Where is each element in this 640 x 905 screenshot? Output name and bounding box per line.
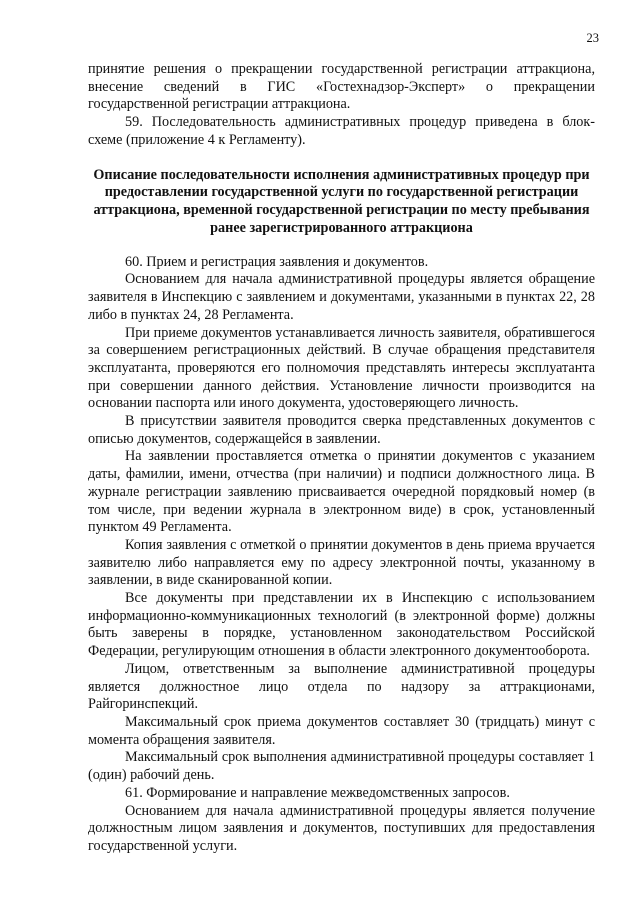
document-body (88, 61, 595, 856)
paragraph-max-reception-time: Максимальный срок приема документов составляет 30 (тридцать) минут с момента обращения заявителя. (88, 713, 595, 748)
paragraph-continuation: принятие решения о прекращении государственной регистрации аттракциона, внесение сведений в ГИС «Гостехнадзор-Эксперт» о прекращении государственной регистрации аттракциона. (88, 61, 595, 113)
section-heading: Описание последовательности исполнения административных процедур при предоставлении государственной услуги по государственной регистрации аттракциона, временной государственной регистрации по месту пребывания ранее зарегистрированного аттракциона (93, 166, 590, 236)
paragraph-verification: В присутствии заявителя проводится сверка представленных документов с описью документов, содержащейся в заявлении. (88, 413, 595, 447)
paragraph-identity: При приеме документов устанавливается личность заявителя, обратившегося за совершением регистрационных действий. В случае обращения представителя эксплуатанта, проверяются его полномочия представлять интересы эксплуатанта при совершении данного действия. Установление личности производится на основании паспорта или иного документа, удостоверяющего личность. (88, 324, 595, 412)
paragraph-copy: Копия заявления с отметкой о принятии документов в день приема вручается заявителю либо направляется ему по адресу электронной почты, указанному в заявлении, в виде сканированной копии. (88, 536, 595, 589)
paragraph-electronic-docs: Все документы при представлении их в Инспекцию с использованием информационно-коммуникационных технологий (в электронной форме) должны быть заверены в порядке, установленном законодательством Российской Федерации, регулирующим отношения в области электронного документооборота. (88, 590, 595, 660)
paragraph-registration-mark: На заявлении проставляется отметка о принятии документов с указанием даты, фамилии, имени, отчества (при наличии) и подписи должностного лица. В журнале регистрации заявлению присваивается очередной порядковый номер (в том числе, при ведении журнала в электронном виде) в срок, установленный пунктом 49 Регламента. (88, 448, 595, 536)
paragraph-59: 59. Последовательность административных процедур приведена в блок-схеме (приложение 4 к Регламенту). (88, 114, 595, 148)
paragraph-basis: Основанием для начала административной процедуры является обращение заявителя в Инспекцию с заявлением и документами, указанными в пунктах 22, 28 либо в пунктах 24, 28 Регламента. (88, 271, 595, 323)
paragraph-responsible: Лицом, ответственным за выполнение административной процедуры является должностное лицо отдела по надзору за аттракционами, Райгоринспекций. (88, 660, 595, 713)
paragraph-max-procedure-time: Максимальный срок выполнения административной процедуры составляет 1 (один) рабочий день. (88, 749, 595, 784)
paragraph-61-basis: Основанием для начала административной процедуры является получение должностным лицом заявления и документов, поступивших для предоставления государственной услуги. (88, 802, 595, 854)
page-number: 23 (586, 31, 599, 45)
paragraph-60-title: 60. Прием и регистрация заявления и документов. (125, 253, 429, 270)
paragraph-61-title: 61. Формирование и направление межведомственных запросов. (125, 784, 510, 801)
